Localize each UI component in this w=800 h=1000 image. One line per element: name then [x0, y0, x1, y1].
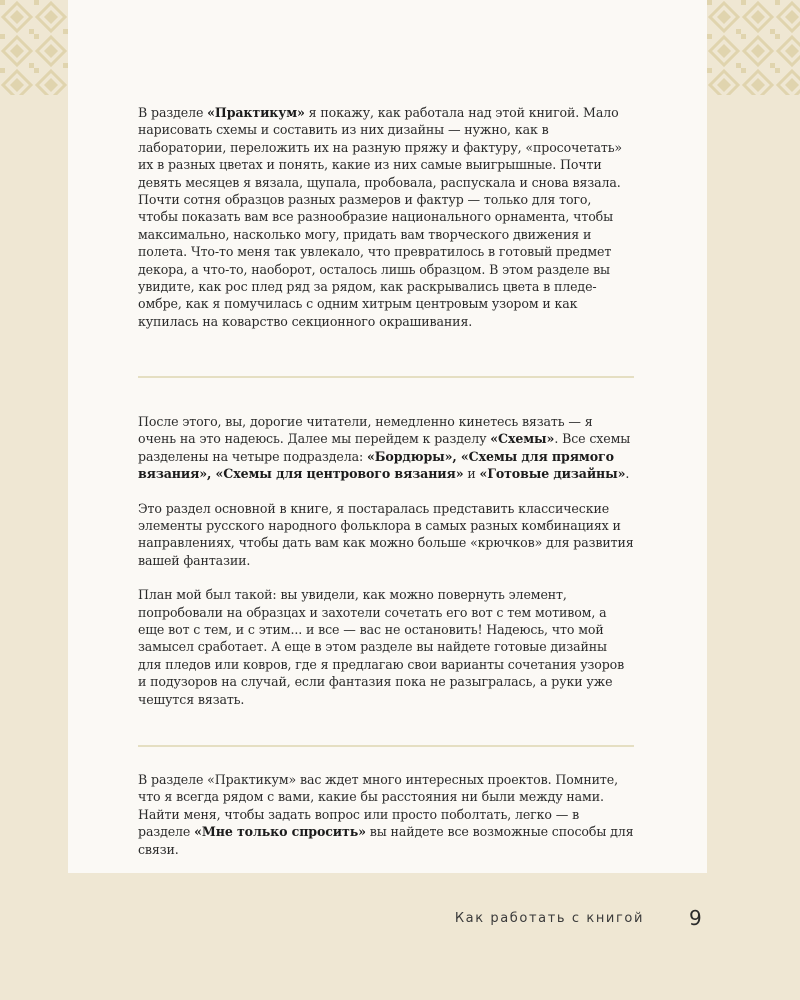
folk-ornament-icon [707, 0, 800, 95]
bold-term: «Схемы» [490, 431, 555, 447]
paragraph: После этого, вы, дорогие читатели, немедленно кинетесь вязать — я очень на это надеюсь. Далее мы перейдем к разделу «Схемы». Все схемы разделены на четыре подраздела: «Бордюры», «Схемы для прямого вязания», «Схемы для центрового вязания» и «Готовые дизайны». [138, 414, 631, 482]
section-divider [138, 376, 634, 378]
bold-term: «Бордюры», «Схемы для прямого вязания», «Схемы для центрового вязания» [138, 448, 614, 482]
section-practicum-intro [138, 104, 634, 330]
section-contact-intro [138, 771, 634, 858]
bold-term: «Готовые дизайны» [479, 466, 626, 482]
running-footer-title: Как работать с книгой [454, 911, 644, 926]
folk-ornament-icon [0, 0, 68, 95]
section-divider [138, 745, 634, 747]
bold-term: «Мне только спросить» [194, 824, 366, 840]
paragraph: В разделе «Практикум» я покажу, как работала над этой книгой. Мало нарисовать схемы и составить из них дизайны — нужно, как в лаборатории, переложить их на разную пряжу и фактуру, «просочетать» их в разных цветах и понять, какие из них самые выигрышные. Почти девять месяцев я вязала, щупала, пробовала, распускала и снова вязала. Почти сотня образцов разных размеров и фактур — только для того, чтобы показать вам все разнообразие национального орнамента, чтобы максимально, насколько могу, придать вам творческого движения и полета. Что-то меня так увлекало, что превратилось в готовый предмет декора, а что-то, наоборот, осталось лишь образцом. В этом разделе вы увидите, как рос плед ряд за рядом, как раскрывались цвета в пледе-омбре, как я помучилась с одним хитрым центровым узором и как купилась на коварство секционного окрашивания. [138, 105, 623, 329]
page-number: 9 [689, 906, 702, 930]
bold-term: «Практикум» [207, 105, 305, 120]
paragraph: План мой был такой: вы увидели, как можно повернуть элемент, попробовали на образцах и захотели сочетать его вот с тем мотивом, а еще вот с тем, и с этим... и все — вас не остановить! Надеюсь, что мой замысел сработает. А еще в этом разделе вы найдете готовые дизайны для пледов или ковров, где я предлагаю свои варианты сочетания узоров и подузоров на случай, если фантазия пока не разыгралась, а руки уже чешутся вязать. [138, 587, 625, 707]
paragraph: Это раздел основной в книге, я постаралась представить классические элементы русского народного фольклора в самых разных комбинациях и направлениях, чтобы дать вам как можно больше «крючков» для развития вашей фантазии. [138, 500, 634, 568]
section-schemes-intro [138, 413, 634, 708]
paragraph: В разделе «Практикум» вас ждет много интересных проектов. Помните, что я всегда рядом с вами, какие бы расстояния ни были между нами. Найти меня, чтобы задать вопрос или просто поболтать, легко — в разделе «Мне только спросить» вы найдете все возможные способы для связи. [138, 772, 634, 857]
